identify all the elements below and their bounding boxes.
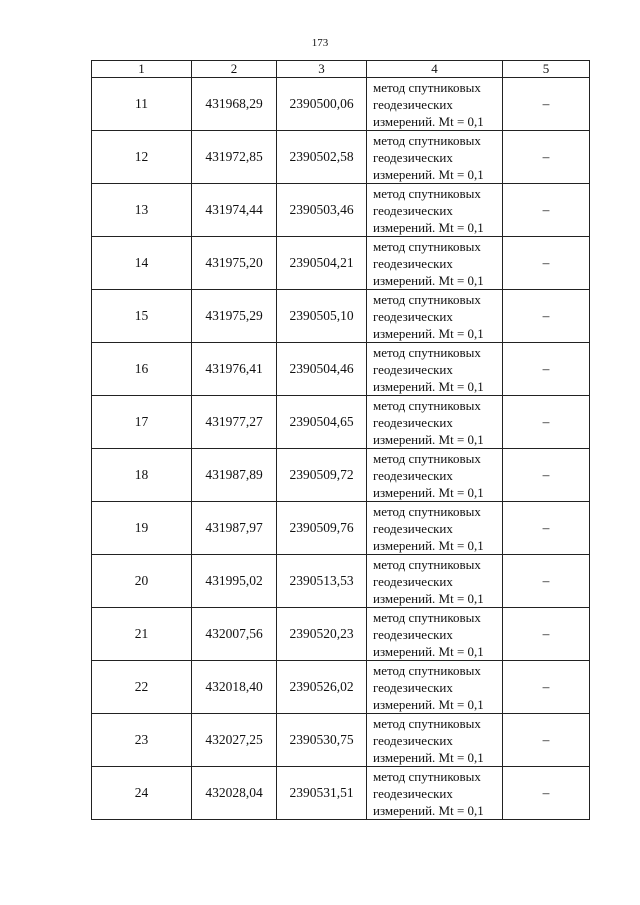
method-line: геодезических — [373, 414, 453, 430]
coordinate-x-cell: 431977,27 — [192, 396, 277, 449]
note-cell: – — [503, 555, 590, 608]
table-row — [92, 608, 590, 661]
method-line: измерений. Mt = 0,1 — [373, 219, 484, 235]
point-number-cell: 11 — [92, 78, 192, 131]
method-cell — [367, 555, 503, 608]
method-cell — [367, 78, 503, 131]
coordinate-x-cell: 431968,29 — [192, 78, 277, 131]
method-line: измерений. Mt = 0,1 — [373, 166, 484, 182]
table-row — [92, 555, 590, 608]
method-cell — [367, 661, 503, 714]
point-number-cell: 19 — [92, 502, 192, 555]
coordinate-y-cell: 2390531,51 — [277, 767, 367, 820]
method-line: геодезических — [373, 785, 453, 801]
method-line: метод спутниковых — [373, 768, 481, 784]
note-cell: – — [503, 78, 590, 131]
method-cell — [367, 396, 503, 449]
method-line: измерений. Mt = 0,1 — [373, 325, 484, 341]
method-line: измерений. Mt = 0,1 — [373, 643, 484, 659]
header-col-3: 3 — [277, 61, 367, 78]
method-line: измерений. Mt = 0,1 — [373, 431, 484, 447]
header-col-2: 2 — [192, 61, 277, 78]
note-cell: – — [503, 237, 590, 290]
method-line: метод спутниковых — [373, 397, 481, 413]
table-row — [92, 184, 590, 237]
method-line: метод спутниковых — [373, 344, 481, 360]
method-cell — [367, 608, 503, 661]
method-line: измерений. Mt = 0,1 — [373, 590, 484, 606]
coordinate-x-cell: 431987,89 — [192, 449, 277, 502]
method-line: геодезических — [373, 679, 453, 695]
method-line: геодезических — [373, 361, 453, 377]
point-number-cell: 20 — [92, 555, 192, 608]
point-number-cell: 21 — [92, 608, 192, 661]
table-row — [92, 396, 590, 449]
note-cell: – — [503, 343, 590, 396]
coordinate-x-cell: 431987,97 — [192, 502, 277, 555]
table-row — [92, 290, 590, 343]
method-line: метод спутниковых — [373, 132, 481, 148]
note-cell: – — [503, 290, 590, 343]
page-number: 173 — [311, 37, 329, 49]
note-cell: – — [503, 396, 590, 449]
table-row — [92, 714, 590, 767]
coordinate-y-cell: 2390502,58 — [277, 131, 367, 184]
header-col-5: 5 — [503, 61, 590, 78]
method-line: геодезических — [373, 202, 453, 218]
method-line: геодезических — [373, 149, 453, 165]
coordinates-table — [91, 60, 590, 820]
coordinate-x-cell: 432007,56 — [192, 608, 277, 661]
point-number-cell: 22 — [92, 661, 192, 714]
coordinate-y-cell: 2390520,23 — [277, 608, 367, 661]
note-cell: – — [503, 449, 590, 502]
method-line: метод спутниковых — [373, 79, 481, 95]
method-cell — [367, 714, 503, 767]
coordinate-y-cell: 2390504,46 — [277, 343, 367, 396]
table-row — [92, 237, 590, 290]
header-row — [92, 61, 590, 78]
method-cell — [367, 343, 503, 396]
point-number-cell: 13 — [92, 184, 192, 237]
table-body — [92, 78, 590, 820]
table-header — [92, 61, 590, 78]
coordinate-x-cell: 431975,29 — [192, 290, 277, 343]
method-cell — [367, 290, 503, 343]
point-number-cell: 14 — [92, 237, 192, 290]
point-number-cell: 16 — [92, 343, 192, 396]
method-line: измерений. Mt = 0,1 — [373, 749, 484, 765]
method-line: метод спутниковых — [373, 450, 481, 466]
coordinate-y-cell: 2390526,02 — [277, 661, 367, 714]
table-row — [92, 131, 590, 184]
note-cell: – — [503, 608, 590, 661]
coordinate-y-cell: 2390503,46 — [277, 184, 367, 237]
table-row — [92, 502, 590, 555]
method-line: измерений. Mt = 0,1 — [373, 272, 484, 288]
point-number-cell: 24 — [92, 767, 192, 820]
note-cell: – — [503, 184, 590, 237]
method-line: метод спутниковых — [373, 291, 481, 307]
method-line: метод спутниковых — [373, 715, 481, 731]
header-col-1: 1 — [92, 61, 192, 78]
method-line: метод спутниковых — [373, 609, 481, 625]
coordinate-y-cell: 2390513,53 — [277, 555, 367, 608]
coordinate-x-cell: 432027,25 — [192, 714, 277, 767]
coordinate-x-cell: 431975,20 — [192, 237, 277, 290]
coordinate-x-cell: 431995,02 — [192, 555, 277, 608]
method-line: измерений. Mt = 0,1 — [373, 484, 484, 500]
method-line: измерений. Mt = 0,1 — [373, 802, 484, 818]
table-row — [92, 449, 590, 502]
note-cell: – — [503, 661, 590, 714]
coordinate-y-cell: 2390500,06 — [277, 78, 367, 131]
method-cell — [367, 184, 503, 237]
coordinate-y-cell: 2390509,76 — [277, 502, 367, 555]
table-row — [92, 78, 590, 131]
method-line: геодезических — [373, 626, 453, 642]
method-line: измерений. Mt = 0,1 — [373, 696, 484, 712]
note-cell: – — [503, 502, 590, 555]
method-line: измерений. Mt = 0,1 — [373, 113, 484, 129]
method-line: геодезических — [373, 732, 453, 748]
point-number-cell: 23 — [92, 714, 192, 767]
method-line: метод спутниковых — [373, 185, 481, 201]
coordinate-x-cell: 431974,44 — [192, 184, 277, 237]
method-cell — [367, 131, 503, 184]
method-line: метод спутниковых — [373, 662, 481, 678]
method-line: метод спутниковых — [373, 503, 481, 519]
coordinate-y-cell: 2390504,21 — [277, 237, 367, 290]
note-cell: – — [503, 714, 590, 767]
table-row — [92, 661, 590, 714]
method-line: измерений. Mt = 0,1 — [373, 378, 484, 394]
method-line: метод спутниковых — [373, 556, 481, 572]
method-line: метод спутниковых — [373, 238, 481, 254]
method-line: геодезических — [373, 520, 453, 536]
method-cell — [367, 237, 503, 290]
coordinate-y-cell: 2390505,10 — [277, 290, 367, 343]
table-row — [92, 343, 590, 396]
method-line: геодезических — [373, 308, 453, 324]
coordinate-y-cell: 2390530,75 — [277, 714, 367, 767]
point-number-cell: 17 — [92, 396, 192, 449]
method-line: геодезических — [373, 255, 453, 271]
note-cell: – — [503, 131, 590, 184]
method-line: геодезических — [373, 573, 453, 589]
coordinate-x-cell: 431976,41 — [192, 343, 277, 396]
method-line: геодезических — [373, 467, 453, 483]
coordinate-x-cell: 431972,85 — [192, 131, 277, 184]
method-cell — [367, 502, 503, 555]
coordinate-y-cell: 2390509,72 — [277, 449, 367, 502]
point-number-cell: 12 — [92, 131, 192, 184]
point-number-cell: 18 — [92, 449, 192, 502]
table-row — [92, 767, 590, 820]
method-cell — [367, 449, 503, 502]
coordinate-x-cell: 432018,40 — [192, 661, 277, 714]
method-line: измерений. Mt = 0,1 — [373, 537, 484, 553]
point-number-cell: 15 — [92, 290, 192, 343]
note-cell: – — [503, 767, 590, 820]
method-cell — [367, 767, 503, 820]
header-col-4: 4 — [367, 61, 503, 78]
method-line: геодезических — [373, 96, 453, 112]
coordinate-x-cell: 432028,04 — [192, 767, 277, 820]
coordinate-y-cell: 2390504,65 — [277, 396, 367, 449]
